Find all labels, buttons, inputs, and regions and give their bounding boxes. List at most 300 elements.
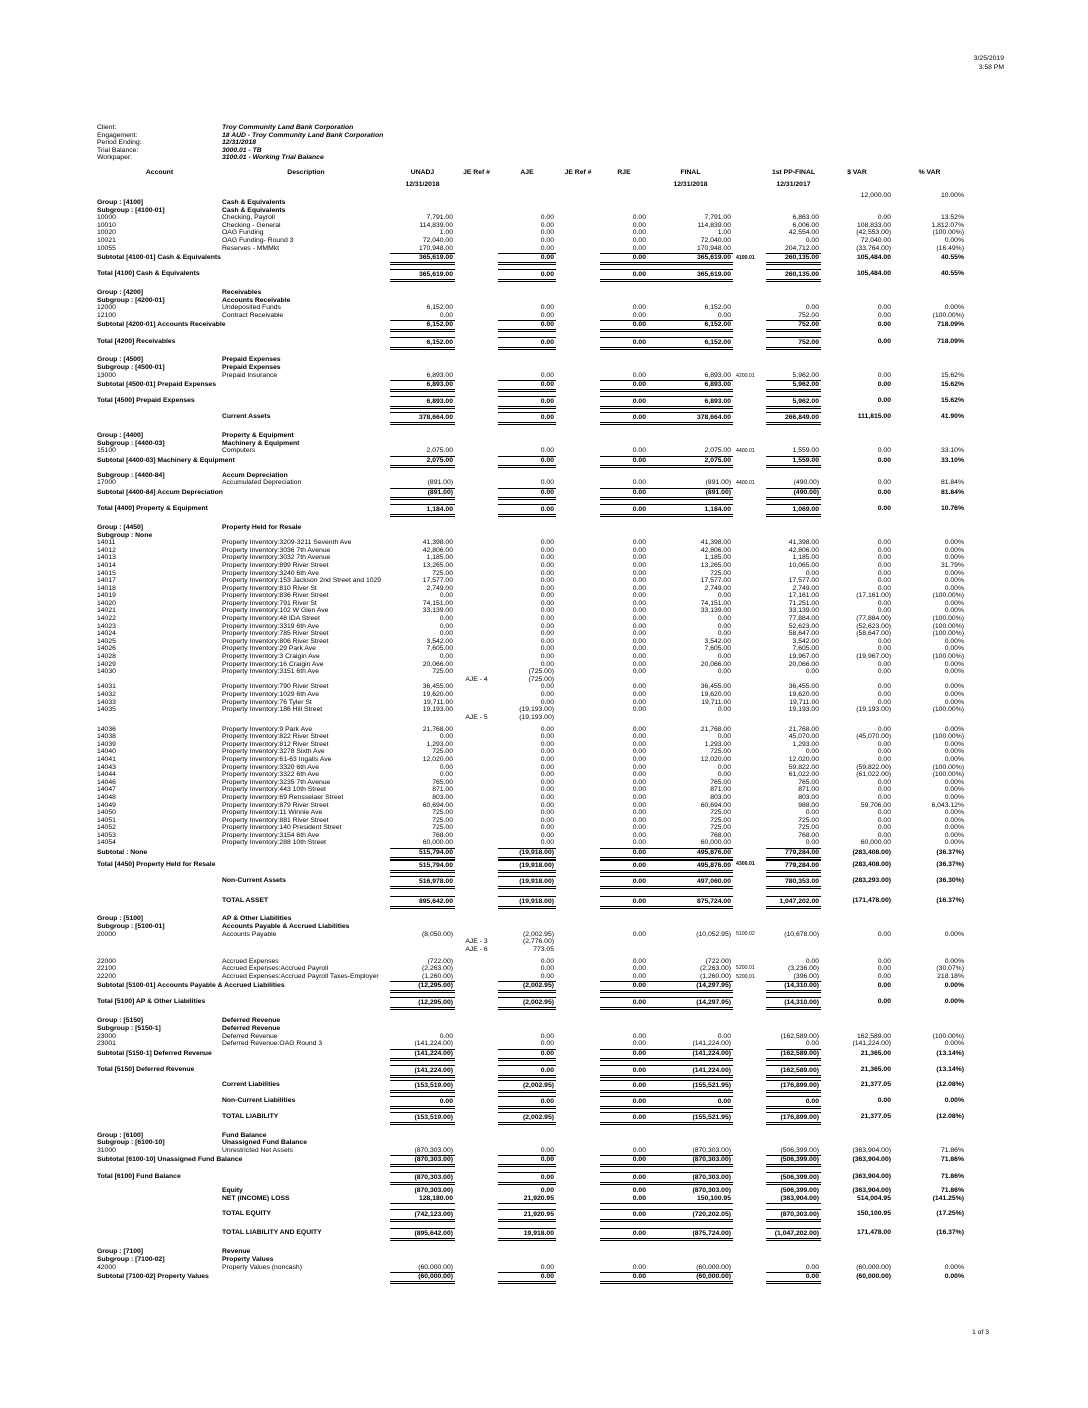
- cell-desc: [222, 982, 390, 993]
- cell-ref: [455, 896, 498, 909]
- cell-rje: 0.00: [600, 982, 648, 993]
- cell-tick: [733, 1209, 766, 1222]
- cell-dvar: 108,833.00: [856, 221, 891, 229]
- cell-account: 14026: [97, 645, 116, 653]
- cell-pp: [766, 946, 821, 954]
- cell-ref: [455, 479, 498, 489]
- cell-unadj: 60,000.00: [390, 839, 455, 849]
- cell-final: [648, 1132, 733, 1140]
- cell-ref: [455, 1256, 498, 1264]
- cell-dvar: 0.00: [877, 824, 891, 832]
- cell-tick: [733, 876, 766, 889]
- cell-tick: [733, 997, 766, 1010]
- cell-account: 14021: [97, 607, 116, 615]
- cell-unadj: (153,519.00): [390, 1112, 455, 1125]
- cell-aje: 0.00: [498, 479, 556, 489]
- cell-final: (870,303.00): [648, 1172, 733, 1185]
- cell-desc: Property Values (noncash): [222, 1263, 302, 1271]
- cell-ref: [556, 1264, 600, 1274]
- cell-tick: [733, 714, 766, 722]
- cell-final: 0.00: [717, 763, 731, 771]
- cell-pvar: 0.00%: [944, 607, 964, 615]
- cell-ref: [455, 440, 498, 448]
- cell-account: 14053: [97, 831, 116, 839]
- cell-aje: 0.00: [498, 839, 556, 849]
- cell-ref: [556, 958, 600, 966]
- cell-desc: Property Inventory:3036 7th Avenue: [222, 546, 331, 554]
- account-row: [97, 547, 966, 555]
- cell-final: 365,619.00: [648, 269, 733, 282]
- cell-rje: 0.00: [632, 607, 646, 615]
- cell-pvar: (100.00%): [932, 622, 964, 630]
- cell-tick: [733, 472, 766, 480]
- cell-final: 1.00: [717, 229, 731, 237]
- cell-tick: 4100.01: [736, 255, 755, 262]
- cell-final: 60,000.00: [648, 839, 733, 849]
- cell-unadj: 42,806.00: [422, 546, 453, 554]
- cell-ref: [455, 1248, 498, 1256]
- cell-final: [648, 1139, 733, 1147]
- cell-final: (60,000.00): [648, 1273, 733, 1284]
- cell-ref: [556, 457, 600, 468]
- cell-aje: (2,002.95): [498, 997, 556, 1010]
- col-header-pct-var: % VAR: [918, 169, 941, 176]
- cell-pp: [766, 915, 821, 923]
- cell-aje: 0.00: [540, 622, 554, 630]
- cell-final: [648, 289, 733, 297]
- cell-unadj: 0.00: [439, 615, 453, 623]
- cell-tick: [733, 946, 766, 954]
- cell-rje: 0.00: [632, 584, 646, 592]
- cell-pvar: [893, 1256, 966, 1264]
- cell-unadj: [390, 297, 455, 305]
- cell-aje: (19,918.00): [498, 860, 556, 873]
- cell-ref: [556, 997, 600, 1010]
- cell-pp: 5,962.00: [766, 381, 821, 392]
- cell-final: 495,876.00: [648, 860, 733, 873]
- summary-row: [97, 1195, 966, 1205]
- cell-ref: [455, 1264, 498, 1274]
- cell-aje: 0.00: [540, 801, 554, 809]
- cell-ref: [455, 965, 498, 973]
- cell-final: 19,711.00: [701, 698, 731, 706]
- cell-pp: (3,236.00): [788, 965, 819, 973]
- cell-pp: (176,899.00): [766, 1112, 821, 1125]
- cell-account: 22200: [97, 972, 116, 980]
- cell-ref: [455, 653, 498, 661]
- account-row: [97, 824, 966, 832]
- cell-pp: 266,849.00: [766, 412, 821, 425]
- cell-unadj: [390, 432, 455, 440]
- cell-account: [97, 412, 222, 425]
- cell-dvar: 0.00: [877, 599, 891, 607]
- cell-desc: Non-Current Assets: [222, 876, 286, 884]
- cell-account: Subgroup : [6100-10]: [97, 1139, 165, 1147]
- cell-final: 36,455.00: [700, 683, 731, 691]
- cell-ref: [556, 623, 600, 631]
- cell-desc: Property Inventory:186 Hill Street: [222, 706, 323, 714]
- account-row: [97, 479, 966, 489]
- subtotal-row: [97, 1273, 966, 1284]
- cell-tick: 5200.01: [736, 973, 755, 980]
- summary-row: [97, 412, 966, 424]
- cell-account: Group : [4500]: [97, 356, 144, 364]
- cell-unadj: 6,893.00: [390, 372, 455, 382]
- cell-unadj: (870,303.00): [414, 1187, 453, 1195]
- cell-aje: [498, 199, 556, 207]
- cell-pp: [766, 532, 821, 540]
- cell-ref: [556, 1187, 600, 1195]
- cell-unadj: 725.00: [432, 816, 453, 824]
- cell-pp: 77,884.00: [788, 615, 819, 623]
- cell-pvar: 10.76%: [940, 505, 964, 513]
- cell-ref: [556, 726, 600, 734]
- cell-rje: 0.00: [600, 973, 648, 983]
- cell-ref: [455, 312, 498, 322]
- cell-ref: [556, 896, 600, 909]
- summary-row: [97, 1187, 966, 1195]
- cell-final: [648, 1256, 733, 1264]
- cell-tick: [733, 748, 766, 756]
- cell-ref: [556, 479, 600, 489]
- cell-unadj: (870,303.00): [390, 1172, 455, 1185]
- cell-ref: [455, 779, 498, 787]
- cell-desc: Checking - General: [222, 221, 281, 229]
- cell-rje: 0.00: [632, 599, 646, 607]
- cell-unadj: 725.00: [432, 748, 453, 756]
- cell-desc: Property Inventory:899 River Street: [222, 561, 329, 569]
- cell-ref: [455, 839, 498, 849]
- subtotal-row: [97, 381, 966, 392]
- cell-aje: 0.00: [540, 645, 554, 653]
- cell-account: 14017: [97, 577, 116, 585]
- cell-account: 14025: [97, 637, 116, 645]
- cell-desc: Cash & Equivalents: [222, 199, 286, 206]
- cell-unadj: (891.00): [390, 489, 455, 500]
- cell-rje: 0.00: [632, 706, 646, 714]
- cell-dvar: (283,408.00): [852, 860, 891, 868]
- cell-pp: [766, 1139, 821, 1147]
- cell-unadj: (742,123.00): [390, 1209, 455, 1222]
- cell-ref: [455, 245, 498, 255]
- subgroup-header-row: [97, 1025, 966, 1033]
- group-header-row: [97, 1132, 966, 1140]
- pp-final-date: 12/31/2017: [776, 181, 811, 188]
- cell-pvar: 71.86%: [940, 1187, 964, 1195]
- cell-account: 14047: [97, 786, 116, 794]
- account-row: [97, 931, 966, 939]
- col-header-unadj: UNADJ: [410, 169, 435, 176]
- cell-aje: 0.00: [540, 221, 554, 229]
- account-row: [97, 802, 966, 810]
- cell-tick: [733, 832, 766, 840]
- cell-ref: [556, 199, 600, 207]
- cell-dvar: 0.00: [877, 957, 891, 965]
- cell-pvar: (100.00%): [932, 706, 964, 714]
- cell-final: (14,297.95): [648, 982, 733, 993]
- cell-desc: Property Inventory:812 River Street: [222, 740, 329, 748]
- cell-desc: Property Inventory:3319 6th Ave: [222, 622, 319, 630]
- cell-pvar: 0.00%: [944, 691, 964, 698]
- cell-desc: Property Inventory:153 Jackson 2nd Street and 1029: [222, 577, 382, 585]
- cell-ref: [455, 524, 498, 532]
- cell-ref: [556, 321, 600, 332]
- cell-pp: 21,768.00: [788, 725, 819, 733]
- cell-final: [648, 524, 733, 532]
- cell-pvar: 81.84%: [940, 488, 964, 496]
- group-header-row: [97, 524, 966, 532]
- cell-tick: [733, 623, 766, 631]
- cell-ref: [556, 254, 600, 265]
- cell-ref: [455, 321, 498, 332]
- subgroup-header-row: [97, 207, 966, 215]
- cell-pp: 19,711.00: [789, 698, 819, 706]
- cell-pvar: 15.62%: [940, 371, 964, 379]
- cell-ref: [556, 1139, 600, 1147]
- cell-pp: (506,399.00): [780, 1187, 819, 1195]
- cell-final: (155,521.95): [648, 1080, 733, 1093]
- cell-unadj: 0.00: [439, 763, 453, 771]
- account-row: [97, 1040, 966, 1050]
- cell-rje: 0.00: [600, 504, 648, 517]
- cell-unadj: 803.00: [432, 793, 453, 801]
- cell-aje: (19,193.00): [519, 713, 554, 721]
- cell-pvar: [893, 1248, 966, 1256]
- cell-pvar: [893, 432, 966, 440]
- cell-tick: [733, 849, 766, 860]
- cell-unadj: (2,263.00): [422, 965, 453, 973]
- cell-unadj: [390, 923, 455, 931]
- cell-pvar: 33.10%: [940, 447, 964, 455]
- cell-ref: [556, 1172, 600, 1185]
- cell-ref: [455, 764, 498, 772]
- cell-rje: 0.00: [600, 396, 648, 409]
- account-row: [97, 965, 966, 973]
- cell-final: 170,948.00: [648, 245, 733, 255]
- account-row: [97, 623, 966, 631]
- cell-ref: [455, 1139, 498, 1147]
- meta-row-trial-balance: [97, 147, 383, 155]
- cell-aje: [498, 532, 556, 540]
- cell-aje: 0.00: [540, 615, 554, 623]
- cell-tick: 4300.01: [736, 860, 755, 867]
- cell-final: 497,060.00: [648, 876, 733, 889]
- cell-account: 14040: [97, 748, 116, 756]
- cell-pp: (396.00): [766, 973, 821, 983]
- cell-ref: [556, 839, 600, 849]
- subgroup-header-row: [97, 532, 966, 540]
- cell-rje: 0.00: [600, 1209, 648, 1222]
- cell-account: 14051: [97, 816, 116, 824]
- cell-tick: [733, 364, 766, 372]
- cell-pp: 752.00: [766, 312, 821, 322]
- cell-unadj: 6,152.00: [426, 304, 453, 312]
- cell-ref: [556, 297, 600, 305]
- cell-pp: 17,161.00: [788, 592, 819, 600]
- cell-tick: [733, 915, 766, 923]
- cell-aje: [498, 289, 556, 297]
- cell-pp: 6,863.00: [792, 214, 819, 222]
- col-header-dollar-var: $ VAR: [847, 169, 867, 176]
- cell-tick: [733, 1273, 766, 1284]
- cell-rje: 0.00: [632, 771, 646, 779]
- meta-row-engagement: [97, 132, 383, 140]
- account-row: [97, 592, 966, 600]
- cell-account: 12000: [97, 304, 116, 312]
- cell-desc: Property Inventory:881 River Street: [222, 816, 329, 824]
- cell-pp: 1,293.00: [792, 740, 819, 748]
- cell-rje: 0.00: [600, 860, 648, 873]
- summary-row: [97, 1112, 966, 1124]
- cell-account: 14039: [97, 740, 116, 748]
- cell-aje: [498, 297, 556, 305]
- cell-rje: [600, 714, 648, 722]
- cell-pp: 42,554.00: [788, 229, 819, 237]
- cell-aje: 0.00: [540, 607, 554, 615]
- cell-final: [648, 297, 733, 305]
- cell-dvar: (61,022.00): [856, 771, 891, 779]
- cell-tick: [733, 554, 766, 562]
- cell-rje: 0.00: [600, 1080, 648, 1093]
- cell-account: Total [4100] Cash & Equivalents: [97, 270, 200, 278]
- cell-desc: Fund Balance: [222, 1131, 267, 1139]
- cell-ref: [455, 741, 498, 749]
- cell-pvar: 33.10%: [940, 456, 964, 464]
- cell-account: Group : [4200]: [97, 289, 144, 297]
- cell-unadj: [390, 1017, 455, 1025]
- variance-threshold-row: [97, 191, 966, 199]
- cell-unadj: 515,794.00: [390, 860, 455, 873]
- cell-pvar: 0.00%: [944, 577, 964, 585]
- cell-dvar: 0.00: [877, 1097, 891, 1105]
- account-row: [97, 372, 966, 382]
- cell-desc: [222, 254, 390, 265]
- cell-aje: 0.00: [540, 599, 554, 607]
- cell-aje: 0.00: [540, 824, 554, 832]
- cell-aje: [498, 524, 556, 532]
- account-row: [97, 733, 966, 741]
- cell-account: [97, 896, 222, 909]
- cell-ref: [455, 269, 498, 282]
- cell-final: 12,020.00: [700, 755, 731, 763]
- cell-ref: [556, 615, 600, 623]
- cell-tick: [733, 1156, 766, 1167]
- cell-aje: 0.00: [498, 489, 556, 500]
- cell-final: (155,521.95): [648, 1112, 733, 1125]
- cell-ref: [556, 1017, 600, 1025]
- summary-row: [97, 1209, 966, 1221]
- cell-aje: [498, 472, 556, 480]
- cell-final: (722.00): [705, 957, 731, 965]
- cell-pp: [766, 289, 821, 297]
- cell-dvar: [821, 440, 893, 448]
- cell-rje: 0.00: [600, 412, 648, 425]
- account-row: [97, 447, 966, 457]
- col-header-description: Description: [287, 169, 325, 176]
- cell-desc: TOTAL LIABILITY AND EQUITY: [222, 1229, 322, 1237]
- cell-ref: [455, 254, 498, 265]
- cell-pvar: 0.00%: [944, 1040, 964, 1048]
- cell-ref: [556, 849, 600, 860]
- cell-pvar: 0.00%: [944, 1097, 964, 1105]
- cell-aje: [498, 1017, 556, 1025]
- cell-ref: [455, 645, 498, 653]
- cell-aje: (2,776.00): [523, 938, 554, 946]
- cell-pp: (162,589.00): [766, 1065, 821, 1078]
- cell-pvar: (100.00%): [932, 1032, 964, 1040]
- cell-unadj: 0.00: [439, 771, 453, 779]
- cell-desc: AP & Other Liabilities: [222, 915, 292, 923]
- cell-final: (141,224.00): [648, 1050, 733, 1061]
- cell-aje: [498, 1256, 556, 1264]
- cell-rje: 0.00: [632, 645, 646, 653]
- cell-pp: 1,069.00: [766, 504, 821, 517]
- cell-ref: [556, 1209, 600, 1222]
- cell-ref: [556, 1273, 600, 1284]
- cell-pp: 779,284.00: [766, 849, 821, 860]
- cell-tick: [733, 222, 766, 230]
- cell-account: 14038: [97, 733, 116, 741]
- cell-pvar: [893, 923, 966, 931]
- cell-dvar: [821, 1025, 893, 1033]
- cell-dvar: [821, 297, 893, 305]
- cell-tick: [733, 457, 766, 468]
- cell-ref: [455, 771, 498, 779]
- cell-rje: [600, 1025, 648, 1033]
- cell-unadj: 1.00: [439, 229, 453, 237]
- cell-ref: [556, 965, 600, 973]
- cell-final: 1,185.00: [704, 554, 731, 562]
- cell-dvar: [821, 1139, 893, 1147]
- cell-pp: 59,822.00: [788, 763, 819, 771]
- cell-rje: 0.00: [632, 683, 646, 691]
- cell-final: [648, 915, 733, 923]
- cell-ref: [556, 570, 600, 578]
- cell-account: 14052: [97, 824, 116, 832]
- cell-rje: 0.00: [600, 479, 648, 489]
- cell-dvar: (52,623.00): [856, 622, 891, 630]
- cell-ref: [455, 289, 498, 297]
- cell-ref: [455, 661, 498, 669]
- cell-pp: 260,135.00: [766, 269, 821, 282]
- cell-account: Subtotal [4500-01] Prepaid Expenses: [97, 381, 216, 389]
- cell-unadj: 1,185.00: [426, 554, 453, 562]
- cell-pvar: 218.18%: [937, 972, 964, 980]
- cell-ref: [556, 504, 600, 517]
- cell-account: Subtotal [4100-01] Cash & Equivalents: [97, 254, 221, 262]
- cell-desc: Prepaid Expenses: [222, 356, 281, 364]
- cell-dvar: 0.00: [877, 214, 891, 222]
- cell-ref: [556, 1040, 600, 1050]
- cell-dvar: [821, 915, 893, 923]
- cell-ref: [556, 973, 600, 983]
- cell-tick: [733, 1096, 766, 1109]
- cell-ref: [455, 607, 498, 615]
- cell-ref: [455, 748, 498, 756]
- cell-ref: [455, 997, 498, 1010]
- cell-pvar: [893, 289, 966, 297]
- cell-dvar: [821, 289, 893, 297]
- cell-pp: [766, 714, 821, 722]
- cell-desc: [222, 946, 390, 954]
- cell-pp: (506,399.00): [766, 1147, 821, 1157]
- cell-dvar: (141,224.00): [852, 1040, 891, 1048]
- cell-tick: [733, 982, 766, 993]
- cell-ref: [556, 600, 600, 608]
- cell-aje: 0.00: [540, 546, 554, 554]
- cell-account: 14043: [97, 763, 116, 771]
- cell-tick: [733, 779, 766, 787]
